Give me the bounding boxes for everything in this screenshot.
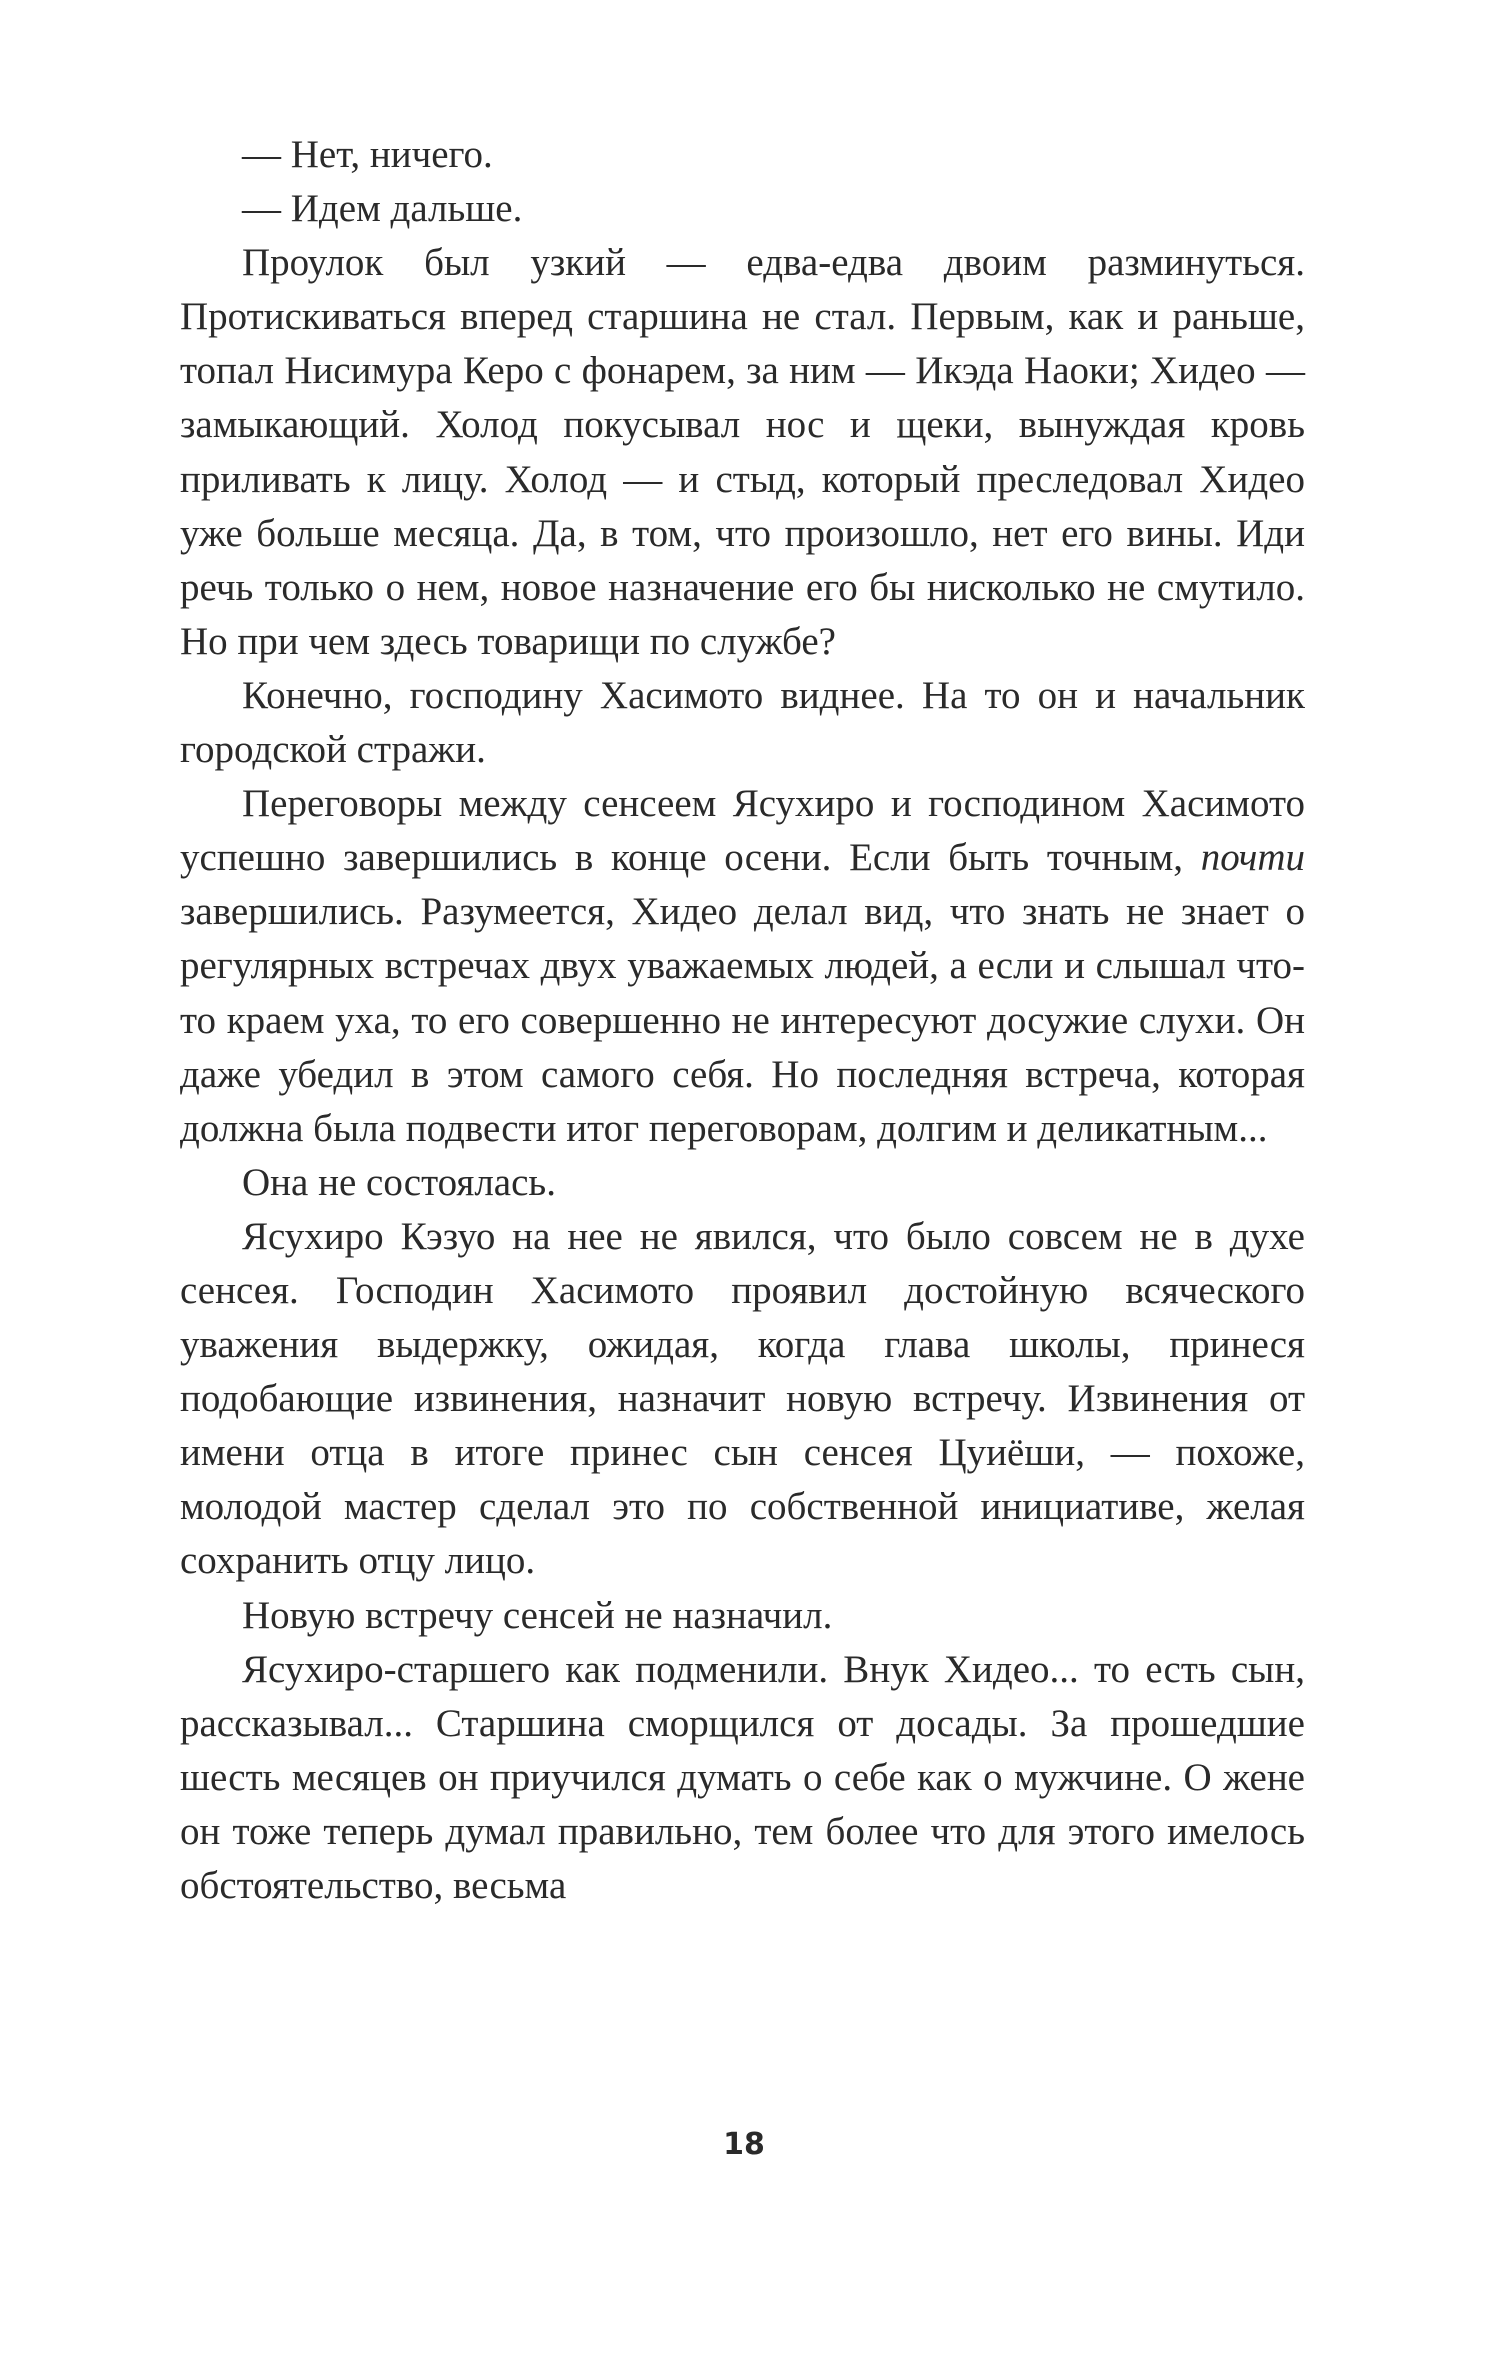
paragraph-did-not-happen: Она не состоялась. (242, 1160, 556, 1204)
paragraph-no-new-meeting: Новую встречу сенсей не назначил. (242, 1593, 833, 1637)
page-number: 18 (723, 2127, 765, 2162)
paragraph-negotiations-end: завершились. Разумеется, Хидео делал вид, что знать не знает о регулярных встречах двух уважаемых людей, а если и слышал что-то краем уха, то его совершенно не интересуют досужие слухи. Он даже убедил в этом самого себя. Но последняя встреча, которая должна была подвести итог переговорам, долгим и деликатным... (180, 890, 1305, 1150)
emphasis-word: почти (1200, 836, 1305, 880)
paragraph-hasimoto: Конечно, господину Хасимото виднее. На то он и начальник городской стражи. (180, 673, 1305, 772)
paragraph-elder: Ясухиро-старшего как подменили. Внук Хидео... то есть сын, рассказывал... Старшина сморщился от досады. За прошедшие шесть месяцев он приучился думать о себе как о мужчине. О жене он тоже теперь думал правильно, тем более что для этого имелось обстоятельство, весьма (180, 1647, 1305, 1907)
paragraph-kezuo: Ясухиро Кэзуо на нее не явился, что было совсем не в духе сенсея. Господин Хасимото проявил достойную всяческого уважения выдержку, ожидая, когда глава школы, принеся подобающие извинения, назначит новую встречу. Извинения от имени отца в итоге принес сын сенсея Цуиёши, — похоже, молодой мастер сделал это по собственной инициативе, желая сохранить отцу лицо. (180, 1214, 1305, 1583)
paragraph-alley: Проулок был узкий — едва-едва двоим разминуться. Протискиваться вперед старшина не стал. Первым, как и раньше, топал Нисимура Керо с фонарем, за ним — Икэда Наоки; Хидео — замыкающий. Холод покусывал нос и щеки, вынуждая кровь приливать к лицу. Холод — и стыд, который преследовал Хидео уже больше месяца. Да, в том, что произошло, нет его вины. Иди речь только о нем, новое назначение его бы нисколько не смутило. Но при чем здесь товарищи по службе? (180, 241, 1305, 663)
paragraph-negotiations-start: Переговоры между сенсеем Ясухиро и господином Хасимото успешно завершились в конце осени. Если быть точным, (180, 782, 1305, 880)
paragraph-dialogue-1: — Нет, ничего. (242, 133, 493, 176)
body-text (180, 128, 1305, 1913)
paragraph-dialogue-2: — Идем дальше. (242, 187, 523, 231)
paragraph-negotiations (180, 777, 1305, 1156)
